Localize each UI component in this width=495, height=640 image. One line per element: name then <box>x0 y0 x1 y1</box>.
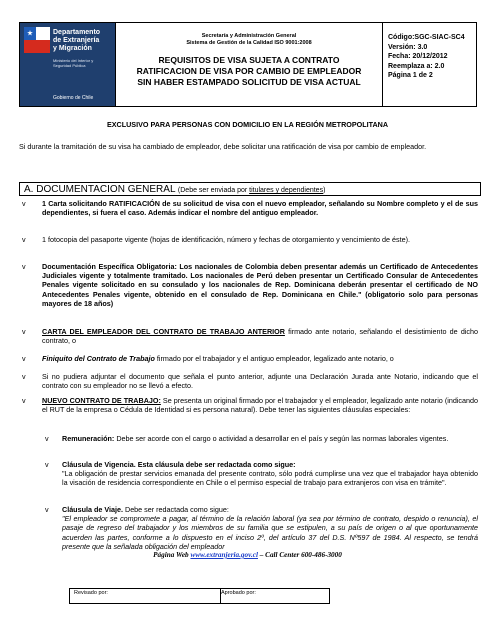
item-5: Finiquito del Contrato de Trabajo firmado por el trabajador y el antiguo empleador, legalizado ante notario, o <box>42 354 394 363</box>
bullet: v <box>22 396 26 405</box>
exclusive-notice: EXCLUSIVO PARA PERSONAS CON DOMICILIO EN LA REGIÓN METROPOLITANA <box>106 120 389 129</box>
section-a-header <box>19 182 481 196</box>
website-link[interactable]: www.extranjeria.gov.cl <box>190 551 258 559</box>
subitem-viaje: Cláusula de Viaje. Debe ser redactada como sigue: "El empleador se compromete a pagar, al término de la relación laboral (ya sea por término de contrato, despido o renuncia), el pasaje de regreso del trabajador y los miembros de su familia que se estipulen, a su país de origen o al que oportunamente acuerden las partes, conforme a lo dispuesto en el inciso 2º, del artículo 37 del D.S. Nº597 de 1984. Al respecto, se tendrá presente que la señalada obligación del empleador <box>62 505 478 551</box>
logo-subtitle: Ministerio del Interior y Seguridad Pública <box>53 58 94 68</box>
document-header <box>19 22 477 107</box>
reviewed-by: Revisado por: <box>70 589 221 603</box>
ministry-logo <box>20 23 116 106</box>
logo-title: Departamento de Extranjería y Migración <box>53 29 101 52</box>
intro-paragraph: Si durante la tramitación de su visa ha cambiado de empleador, debe solicitar una ratificación de visa por cambio de empleador. <box>19 142 427 151</box>
page-footer: Página Web www.extranjeria.gov.cl – Call Center 600-486-3000 <box>153 551 342 559</box>
header-center <box>116 23 383 106</box>
bullet: v <box>22 327 26 336</box>
signature-box <box>69 588 330 604</box>
subitem-vigencia: Cláusula de Vigencia. Esta cláusula debe ser redactada como sigue: "La obligación de prestar servicios emanada del presente contrato, sólo podrá cumplirse una vez que el trabajador haya obtenido la visación de residencia correspondiente en Chile o el permiso especial de trabajo para extranjeros con visa en trámite". <box>62 460 478 488</box>
section-title: A. DOCUMENTACION GENERAL (Debe ser enviada por titulares y dependientes) <box>24 184 326 195</box>
doc-date: Fecha: 20/12/2012 <box>388 53 448 60</box>
item-7: NUEVO CONTRATO DE TRABAJO: Se presenta un original firmado por el trabajador y el empleador, legalizado ante notario (indicando el RUT de la empresa o Cédula de Identidad si es persona natural). Debe tener las siguientes cláusulas especiales: <box>42 396 478 415</box>
bullet: v <box>22 262 26 271</box>
item-1: 1 Carta solicitando RATIFICACIÓN de su solicitud de visa con el nuevo empleador, señalando su Nombre completo y el de sus dependientes, si fuera el caso. Además indicar el nombre del antiguo empleador. <box>42 199 478 218</box>
item-6: Si no pudiera adjuntar el documento que señala el punto anterior, adjunte una Declaración Jurada ante Notario, indicando que el contrato con su empleador no se llevó a efecto. <box>42 372 478 391</box>
item-3: Documentación Específica Obligatoria: Los nacionales de Colombia deben presentar además un Certificado de Antecedentes Judiciales vigente y totalmente tramitado. Los nacionales de Perú deben presentar un Certificado Consular de Antecedentes Penales vigente solicitado en su consulado y los nacionales de Rep. Dominicana deberán presentar el certificado de NO Antecedentes Penales vigente, obtenido en el consulado de Rep. Dominicana en Chile." (obligatorio solo para personas mayores de 18 años) <box>42 262 478 308</box>
chile-flag-icon <box>24 27 50 53</box>
item-2: 1 fotocopia del pasaporte vigente (hojas de identificación, número y fechas de otorgamiento y vencimiento de éste). <box>42 235 410 244</box>
subitem-remuneracion: Remuneración: Debe ser acorde con el cargo o actividad a desarrollar en el país y según las normas laborales vigentes. <box>62 434 449 443</box>
bullet: v <box>45 460 49 469</box>
doc-code: Código:SGC-SIAC-SC4 <box>388 34 465 41</box>
org-name: Secretaría y Administración General Sistema de Gestión de la Calidad ISO 9001:2008 <box>186 33 312 46</box>
doc-page: Página 1 de 2 <box>388 72 433 79</box>
doc-replaces: Reemplaza a: 2.0 <box>388 62 445 70</box>
bullet: v <box>22 199 26 208</box>
bullet: v <box>45 505 49 514</box>
bullet: v <box>22 372 26 381</box>
bullet: v <box>22 354 26 363</box>
approved-by: Aprobado por: <box>221 590 256 596</box>
doc-version: Versión: 3.0 <box>388 43 428 51</box>
section-note: (Debe ser enviada por titulares y dependientes) <box>177 187 326 194</box>
document-title: REQUISITOS DE VISA SUJETA A CONTRATO RATIFICACION DE VISA POR CAMBIO DE EMPLEADOR SIN HABER ESTAMPADO SOLICITUD DE VISA ACTUAL <box>136 55 362 87</box>
document-meta <box>388 33 478 81</box>
logo-gov: Gobierno de Chile <box>53 95 94 101</box>
item-4: CARTA DEL EMPLEADOR DEL CONTRATO DE TRABAJO ANTERIOR firmado ante notario, señalando el desistimiento de dicho contrato, o <box>42 327 478 346</box>
bullet: v <box>45 434 49 443</box>
bullet: v <box>22 235 26 244</box>
